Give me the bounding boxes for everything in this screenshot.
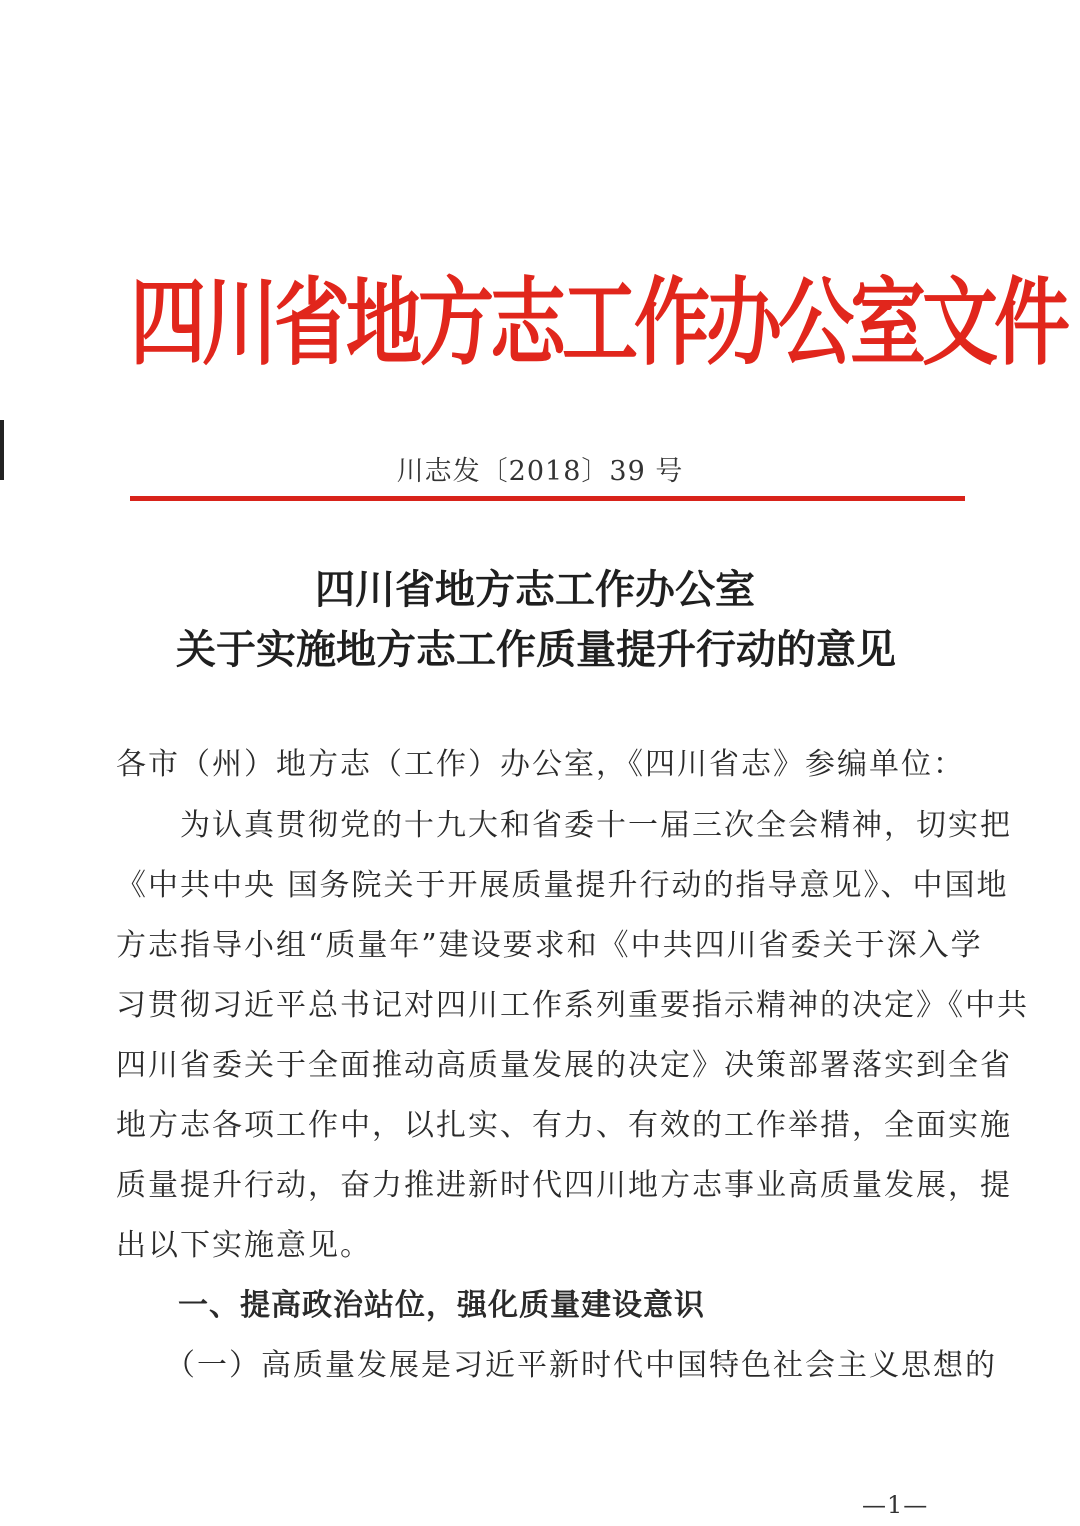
section-heading: 一、提高政治站位，强化质量建设意识 xyxy=(116,1288,705,1323)
body-line: 质量提升行动，奋力推进新时代四川地方志事业高质量发展，提 xyxy=(116,1168,1012,1203)
addressee-line: 各市（州）地方志（工作）办公室，《四川省志》参编单位： xyxy=(116,747,965,782)
subsection-line: （一）高质量发展是习近平新时代中国特色社会主义思想的 xyxy=(116,1348,997,1383)
body-line: 出以下实施意见。 xyxy=(116,1228,372,1263)
body-line: 《中共中央 国务院关于开展质量提升行动的指导意见》、中国地 xyxy=(116,868,1009,903)
page-number: —1— xyxy=(862,1491,929,1519)
body-line: 地方志各项工作中，以扎实、有力、有效的工作举措，全面实施 xyxy=(116,1108,1012,1143)
document-title-line-2: 关于实施地方志工作质量提升行动的意见 xyxy=(176,627,896,673)
body-line: 四川省委关于全面推动高质量发展的决定》决策部署落实到全省 xyxy=(116,1048,1012,1083)
body-line: 为认真贯彻党的十九大和省委十一届三次全会精神，切实把 xyxy=(116,808,1012,843)
body-line: 方志指导小组“质量年”建设要求和《中共四川省委关于深入学 xyxy=(116,928,983,963)
letterhead-title: 四川省地方志工作办公室文件 xyxy=(130,266,1066,378)
red-divider-rule xyxy=(130,496,965,501)
document-title-line-1: 四川省地方志工作办公室 xyxy=(315,567,755,613)
body-line: 习贯彻习近平总书记对四川工作系列重要指示精神的决定》《中共 xyxy=(116,988,1029,1023)
document-number: 川志发〔2018〕39 号 xyxy=(396,456,684,487)
